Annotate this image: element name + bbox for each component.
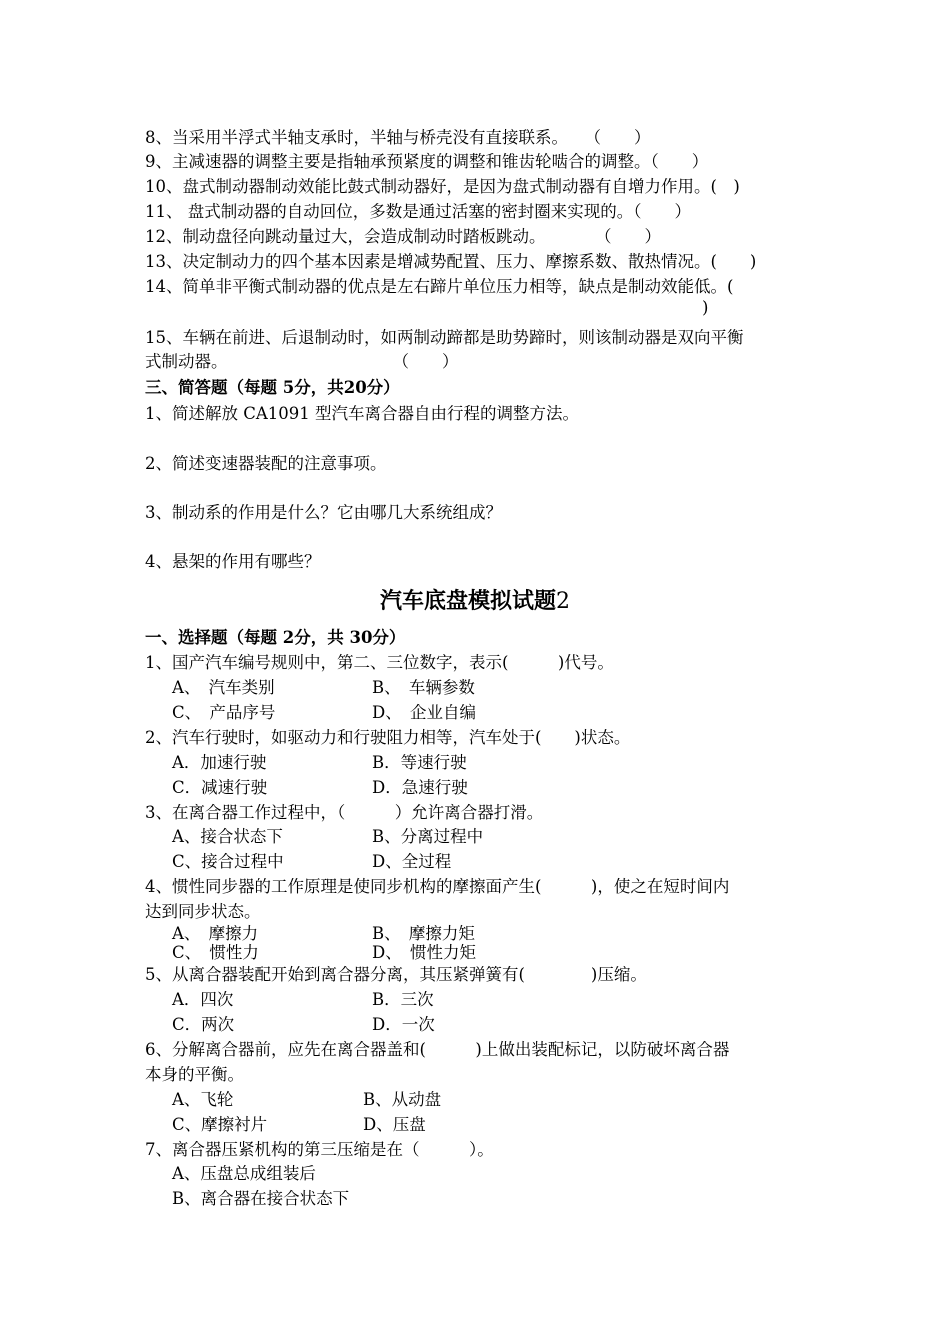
short-answer-4: 4、悬架的作用有哪些？ xyxy=(145,552,321,571)
q3-option-d: D、全过程 xyxy=(372,852,452,871)
q2-option-a: A．加速行驶 xyxy=(172,753,267,772)
q4-option-c: C、 惯性力 xyxy=(172,943,259,962)
tf-item-15-cont: 式制动器。 （ ） xyxy=(145,352,459,371)
q6-option-a: A、飞轮 xyxy=(172,1090,234,1109)
q4-option-b: B、 摩擦力矩 xyxy=(372,924,475,943)
tf-item-8: 8、当采用半浮式半轴支承时，半轴与桥壳没有直接联系。 （ ） xyxy=(145,128,651,147)
q5-option-b: B．三次 xyxy=(372,990,434,1009)
q6-option-d: D、压盘 xyxy=(363,1115,426,1134)
exam2-title-number: 2 xyxy=(556,589,570,614)
q2-stem: 2、汽车行驶时，如驱动力和行驶阻力相等，汽车处于( )状态。 xyxy=(145,728,631,747)
tf-item-14: 14、简单非平衡式制动器的优点是左右蹄片单位压力相等，缺点是制动效能低。( xyxy=(145,277,734,296)
q6-option-c: C、摩擦衬片 xyxy=(172,1115,268,1134)
tf-item-11: 11、 盘式制动器的自动回位，多数是通过活塞的密封圈来实现的。（ ） xyxy=(145,202,691,221)
q3-stem: 3、在离合器工作过程中，（ ）允许离合器打滑。 xyxy=(145,803,544,822)
q5-option-d: D．一次 xyxy=(372,1015,435,1034)
q4-option-d: D、 惯性力矩 xyxy=(372,943,476,962)
q2-option-c: C．减速行驶 xyxy=(172,778,268,797)
q4-stem-cont: 达到同步状态。 xyxy=(145,902,261,921)
q1-option-d: D、 企业自编 xyxy=(372,703,476,722)
q1-option-a: A、 汽车类别 xyxy=(172,678,275,697)
q2-option-d: D．急速行驶 xyxy=(372,778,468,797)
q6-stem: 6、分解离合器前，应先在离合器盖和( )上做出装配标记，以防破坏离合器 xyxy=(145,1040,730,1059)
exam2-title xyxy=(0,584,950,615)
q2-option-b: B．等速行驶 xyxy=(372,753,467,772)
short-answer-3: 3、制动系的作用是什么？它由哪几大系统组成？ xyxy=(145,503,502,522)
q3-option-b: B、分离过程中 xyxy=(372,827,484,846)
tf-item-12: 12、制动盘径向跳动量过大，会造成制动时踏板跳动。 （ ） xyxy=(145,227,661,246)
q7-stem: 7、离合器压紧机构的第三压缩是在（ ）。 xyxy=(145,1140,494,1159)
tf-item-15: 15、车辆在前进、后退制动时，如两制动蹄都是助势蹄时，则该制动器是双向平衡 xyxy=(145,328,744,347)
q1-stem: 1、国产汽车编号规则中，第二、三位数字，表示( )代号。 xyxy=(145,653,614,672)
section1-heading: 一、选择题（每题 2分，共 30分） xyxy=(145,628,406,647)
q7-option-a: A、压盘总成组装后 xyxy=(172,1164,316,1183)
exam2-title-text: 汽车底盘模拟试题 xyxy=(379,588,556,614)
q6-stem-cont: 本身的平衡。 xyxy=(145,1065,244,1084)
short-answer-2: 2、简述变速器装配的注意事项。 xyxy=(145,454,387,473)
q7-option-b: B、离合器在接合状态下 xyxy=(172,1189,350,1208)
tf-item-10: 10、盘式制动器制动效能比鼓式制动器好，是因为盘式制动器有自增力作用。( ) xyxy=(145,177,740,196)
short-answer-1: 1、简述解放 CA1091 型汽车离合器自由行程的调整方法。 xyxy=(145,404,580,423)
tf-item-14-closing: ) xyxy=(702,298,709,317)
q5-option-a: A．四次 xyxy=(172,990,234,1009)
q3-option-a: A、接合状态下 xyxy=(172,827,283,846)
q1-option-c: C、 产品序号 xyxy=(172,703,276,722)
q1-option-b: B、 车辆参数 xyxy=(372,678,475,697)
q3-option-c: C、接合过程中 xyxy=(172,852,284,871)
tf-item-13: 13、决定制动力的四个基本因素是增减势配置、压力、摩擦系数、散热情况。( ) xyxy=(145,252,757,271)
tf-item-9: 9、主减速器的调整主要是指轴承预紧度的调整和锥齿轮啮合的调整。（ ） xyxy=(145,152,709,171)
q5-stem: 5、从离合器装配开始到离合器分离，其压紧弹簧有( )压缩。 xyxy=(145,965,647,984)
q4-stem: 4、惯性同步器的工作原理是使同步机构的摩擦面产生( )，使之在短时间内 xyxy=(145,877,730,896)
q4-option-a: A、 摩擦力 xyxy=(172,924,259,943)
q5-option-c: C．两次 xyxy=(172,1015,235,1034)
q6-option-b: B、从动盘 xyxy=(363,1090,442,1109)
section3-heading: 三、简答题（每题 5分，共20分） xyxy=(145,378,400,397)
